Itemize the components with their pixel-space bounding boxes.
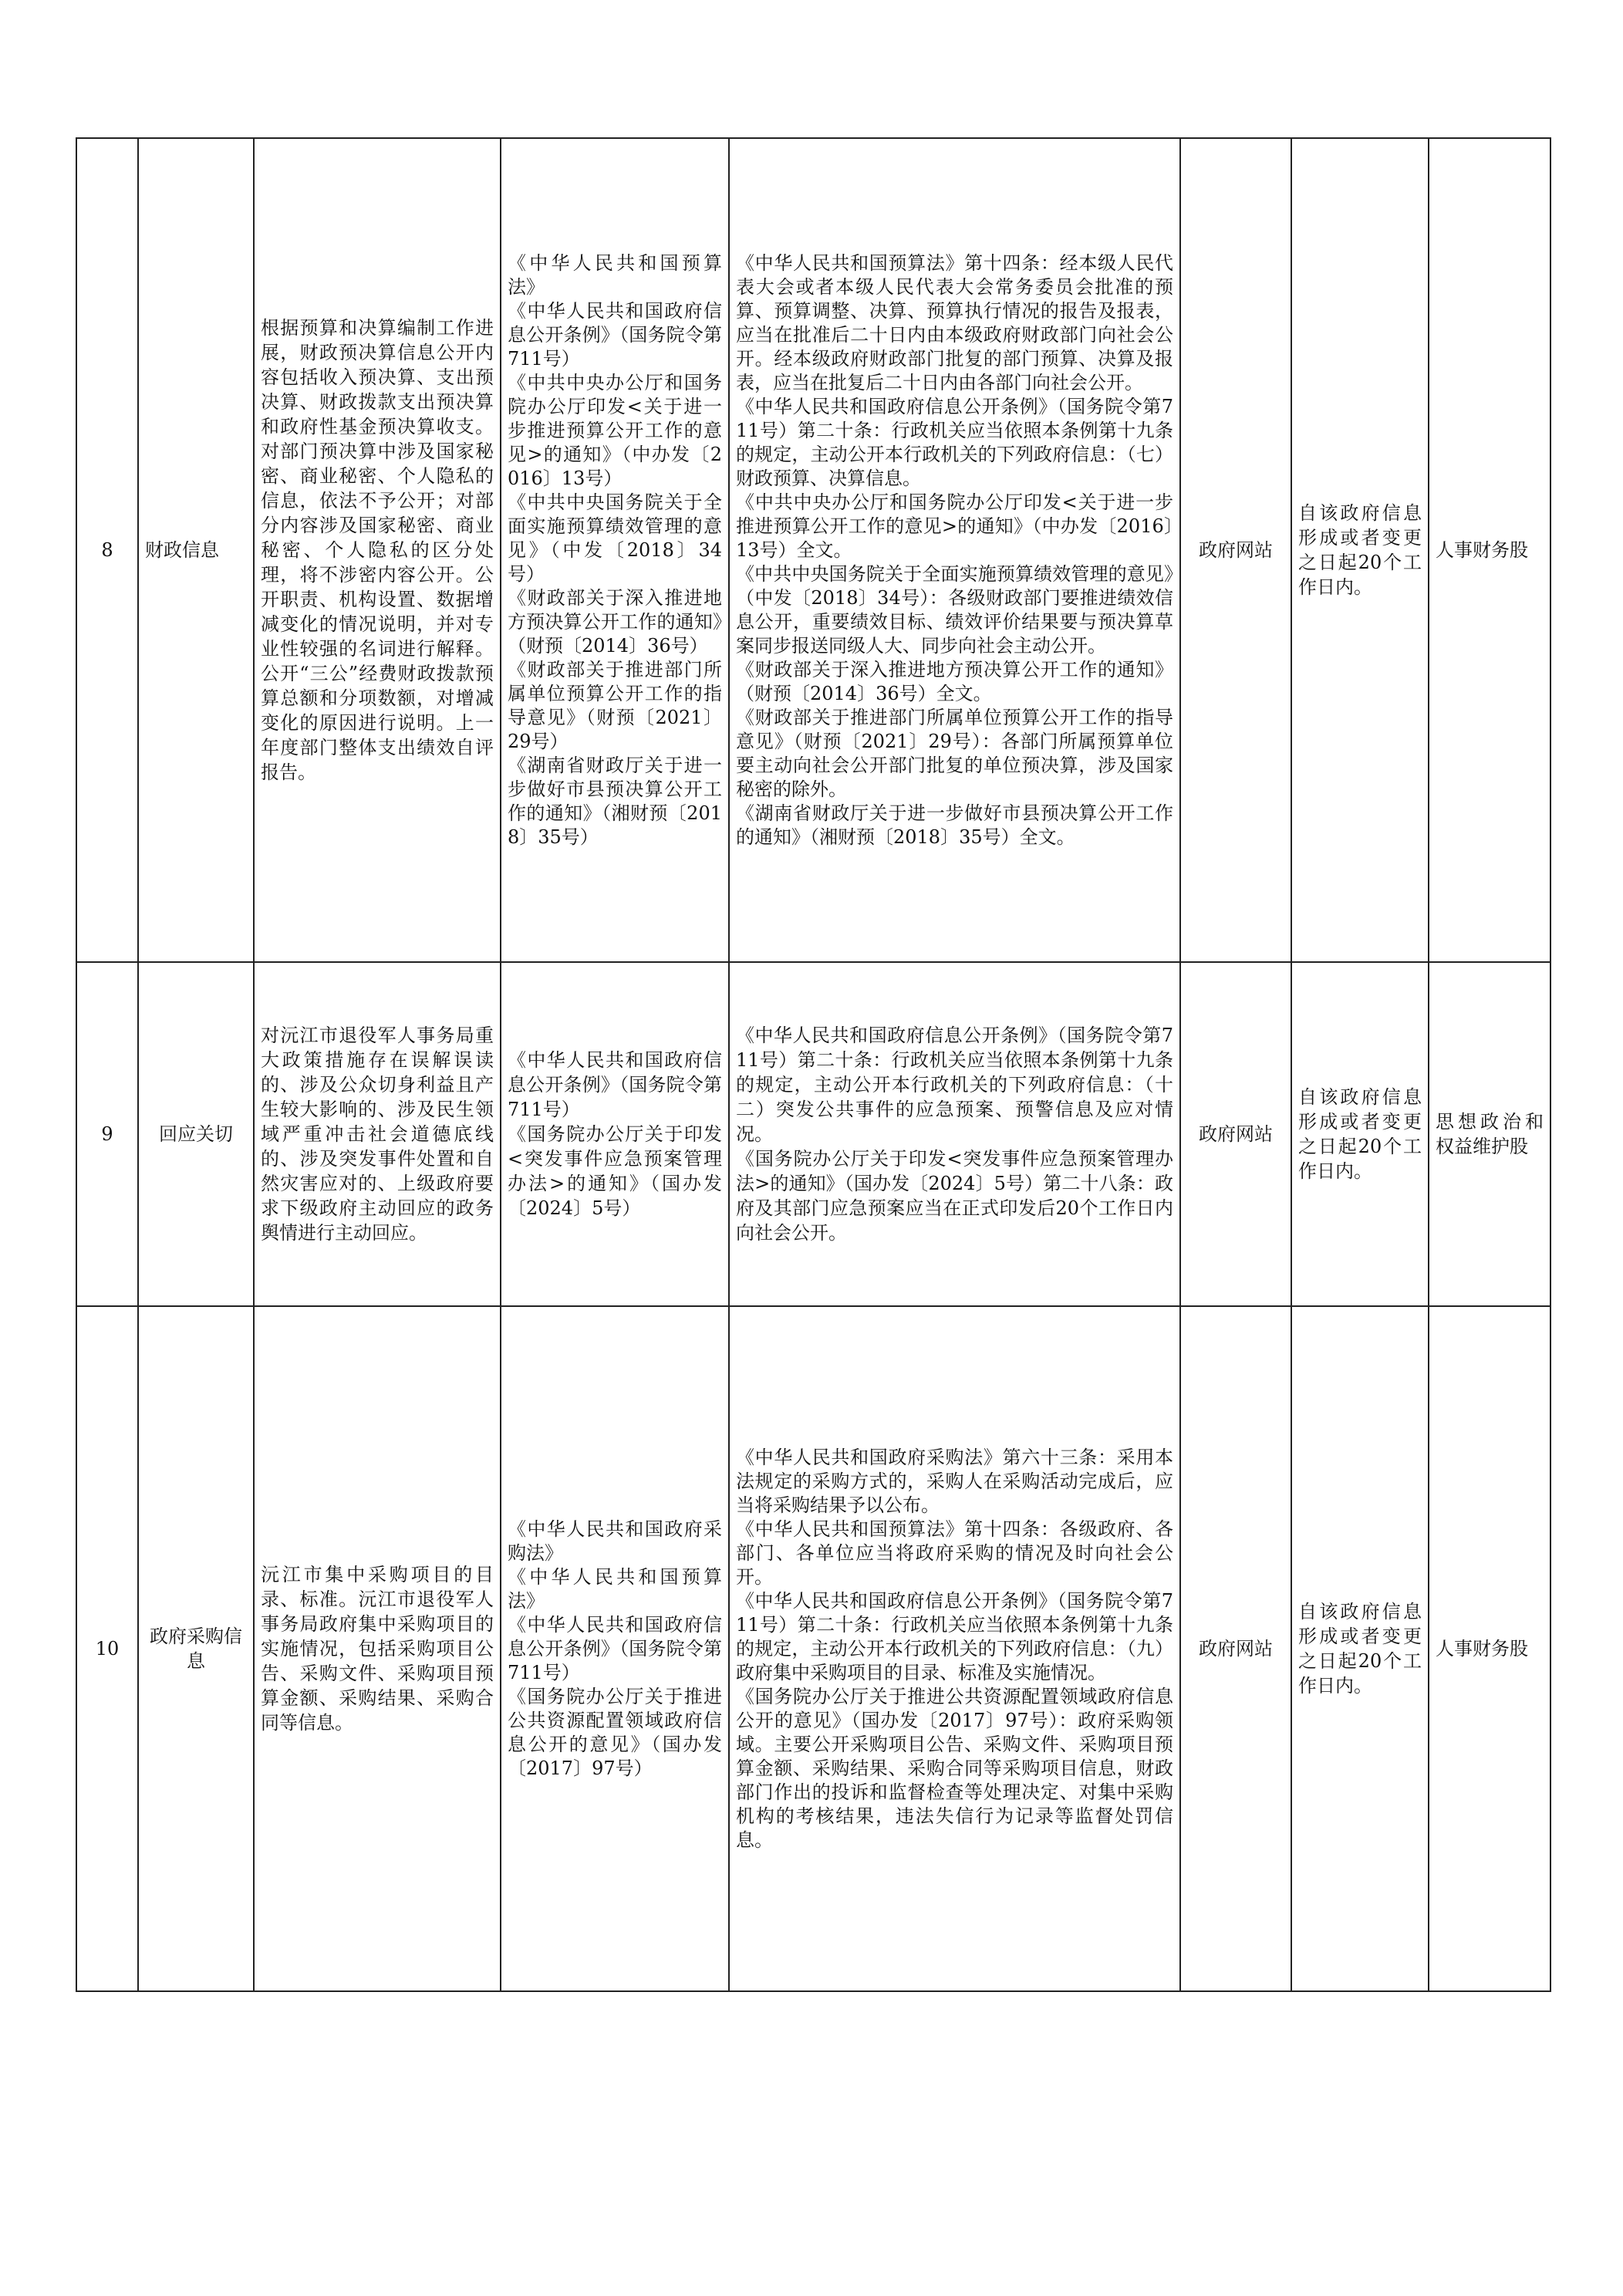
disclosure-time: 自该政府信息形成或者变更之日起20个工作日内。 [1291, 1306, 1429, 1991]
disclosure-channel: 政府网站 [1180, 962, 1291, 1306]
responsible-department: 思想政治和权益维护股 [1429, 962, 1550, 1306]
basis-detail: 《中华人民共和国政府采购法》第六十三条：采用本法规定的采购方式的，采购人在采购活动完成后，应当将采购结果予以公布。 《中华人民共和国预算法》第十四条：各级政府、各部门、各单位应当将政府采购的情况及时向社会公开。 《中华人民共和国政府信息公开条例》（国务院令第711号）第二十条：行政机关应当依照本条例第十九条的规定，主动公开本行政机关的下列政府信息：（九）政府集中采购项目的目录、标准及实施情况。 《国务院办公厅关于推进公共资源配置领域政府信息公开的意见》（国办发〔2017〕97号）：政府采购领域。主要公开采购项目公告、采购文件、采购项目预算金额、采购结果、采购合同等采购项目信息，财政部门作出的投诉和监督检查等处理决定、对集中采购机构的考核结果，违法失信行为记录等监督处罚信息。 [729, 1306, 1180, 1991]
responsible-department: 人事财务股 [1429, 138, 1550, 962]
disclosure-basis: 《中华人民共和国政府信息公开条例》（国务院令第711号） 《国务院办公厅关于印发<突发事件应急预案管理办法>的通知》（国办发〔2024〕5号） [501, 962, 729, 1306]
basis-detail: 《中华人民共和国政府信息公开条例》（国务院令第711号）第二十条：行政机关应当依照本条例第十九条的规定，主动公开本行政机关的下列政府信息：（十二）突发公共事件的应急预案、预警信息及应对情况。 《国务院办公厅关于印发<突发事件应急预案管理办法>的通知》（国办发〔2024〕5号）第二十八条：政府及其部门应急预案应当在正式印发后20个工作日内向社会公开。 [729, 962, 1180, 1306]
information-disclosure-table [76, 137, 1551, 1992]
disclosure-channel: 政府网站 [1180, 1306, 1291, 1991]
information-category: 政府采购信息 [138, 1306, 254, 1991]
disclosure-content: 根据预算和决算编制工作进展，财政预决算信息公开内容包括收入预决算、支出预决算、财政拨款支出预决算和政府性基金预决算收支。对部门预决算中涉及国家秘密、商业秘密、个人隐私的信息，依法不予公开；对部分内容涉及国家秘密、商业秘密、个人隐私的区分处理，将不涉密内容公开。公开职责、机构设置、数据增减变化的情况说明，并对专业性较强的名词进行解释。公开“三公”经费财政拨款预算总额和分项数额，对增减变化的原因进行说明。上一年度部门整体支出绩效自评报告。 [254, 138, 501, 962]
responsible-department: 人事财务股 [1429, 1306, 1550, 1991]
disclosure-channel: 政府网站 [1180, 138, 1291, 962]
table-row [76, 138, 1550, 962]
table-row [76, 1306, 1550, 1991]
row-number: 10 [76, 1306, 138, 1991]
row-number: 8 [76, 138, 138, 962]
information-category: 回应关切 [138, 962, 254, 1306]
disclosure-content: 沅江市集中采购项目的目录、标准。沅江市退役军人事务局政府集中采购项目的实施情况，包括采购项目公告、采购文件、采购项目预算金额、采购结果、采购合同等信息。 [254, 1306, 501, 1991]
disclosure-time: 自该政府信息形成或者变更之日起20个工作日内。 [1291, 138, 1429, 962]
disclosure-basis: 《中华人民共和国预算法》 《中华人民共和国政府信息公开条例》（国务院令第711号） 《中共中央办公厅和国务院办公厅印发<关于进一步推进预算公开工作的意见>的通知》（中办发〔2016〕13号） 《中共中央国务院关于全面实施预算绩效管理的意见》（中发〔2018〕34号） 《财政部关于深入推进地方预决算公开工作的通知》（财预〔2014〕36号） 《财政部关于推进部门所属单位预算公开工作的指导意见》（财预〔2021〕29号） 《湖南省财政厅关于进一步做好市县预决算公开工作的通知》（湘财预〔2018〕35号） [501, 138, 729, 962]
row-number: 9 [76, 962, 138, 1306]
information-category: 财政信息 [138, 138, 254, 962]
basis-detail: 《中华人民共和国预算法》第十四条：经本级人民代表大会或者本级人民代表大会常务委员会批准的预算、预算调整、决算、预算执行情况的报告及报表，应当在批准后二十日内由本级政府财政部门向社会公开。经本级政府财政部门批复的部门预算、决算及报表，应当在批复后二十日内由各部门向社会公开。 《中华人民共和国政府信息公开条例》（国务院令第711号）第二十条：行政机关应当依照本条例第十九条的规定，主动公开本行政机关的下列政府信息：（七）财政预算、决算信息。 《中共中央办公厅和国务院办公厅印发<关于进一步推进预算公开工作的意见>的通知》（中办发〔2016〕13号）全文。 《中共中央国务院关于全面实施预算绩效管理的意见》（中发〔2018〕34号）：各级财政部门要推进绩效信息公开，重要绩效目标、绩效评价结果要与预决算草案同步报送同级人大、同步向社会主动公开。 《财政部关于深入推进地方预决算公开工作的通知》（财预〔2014〕36号）全文。 《财政部关于推进部门所属单位预算公开工作的指导意见》（财预〔2021〕29号）：各部门所属预算单位要主动向社会公开部门批复的单位预决算，涉及国家秘密的除外。 《湖南省财政厅关于进一步做好市县预决算公开工作的通知》（湘财预〔2018〕35号）全文。 [729, 138, 1180, 962]
disclosure-content: 对沅江市退役军人事务局重大政策措施存在误解误读的、涉及公众切身利益且产生较大影响的、涉及民生领域严重冲击社会道德底线的、涉及突发事件处置和自然灾害应对的、上级政府要求下级政府主动回应的政务舆情进行主动回应。 [254, 962, 501, 1306]
disclosure-time: 自该政府信息形成或者变更之日起20个工作日内。 [1291, 962, 1429, 1306]
disclosure-basis: 《中华人民共和国政府采购法》 《中华人民共和国预算法》 《中华人民共和国政府信息公开条例》（国务院令第711号） 《国务院办公厅关于推进公共资源配置领域政府信息公开的意见》（国办发〔2017〕97号） [501, 1306, 729, 1991]
table-row [76, 962, 1550, 1306]
